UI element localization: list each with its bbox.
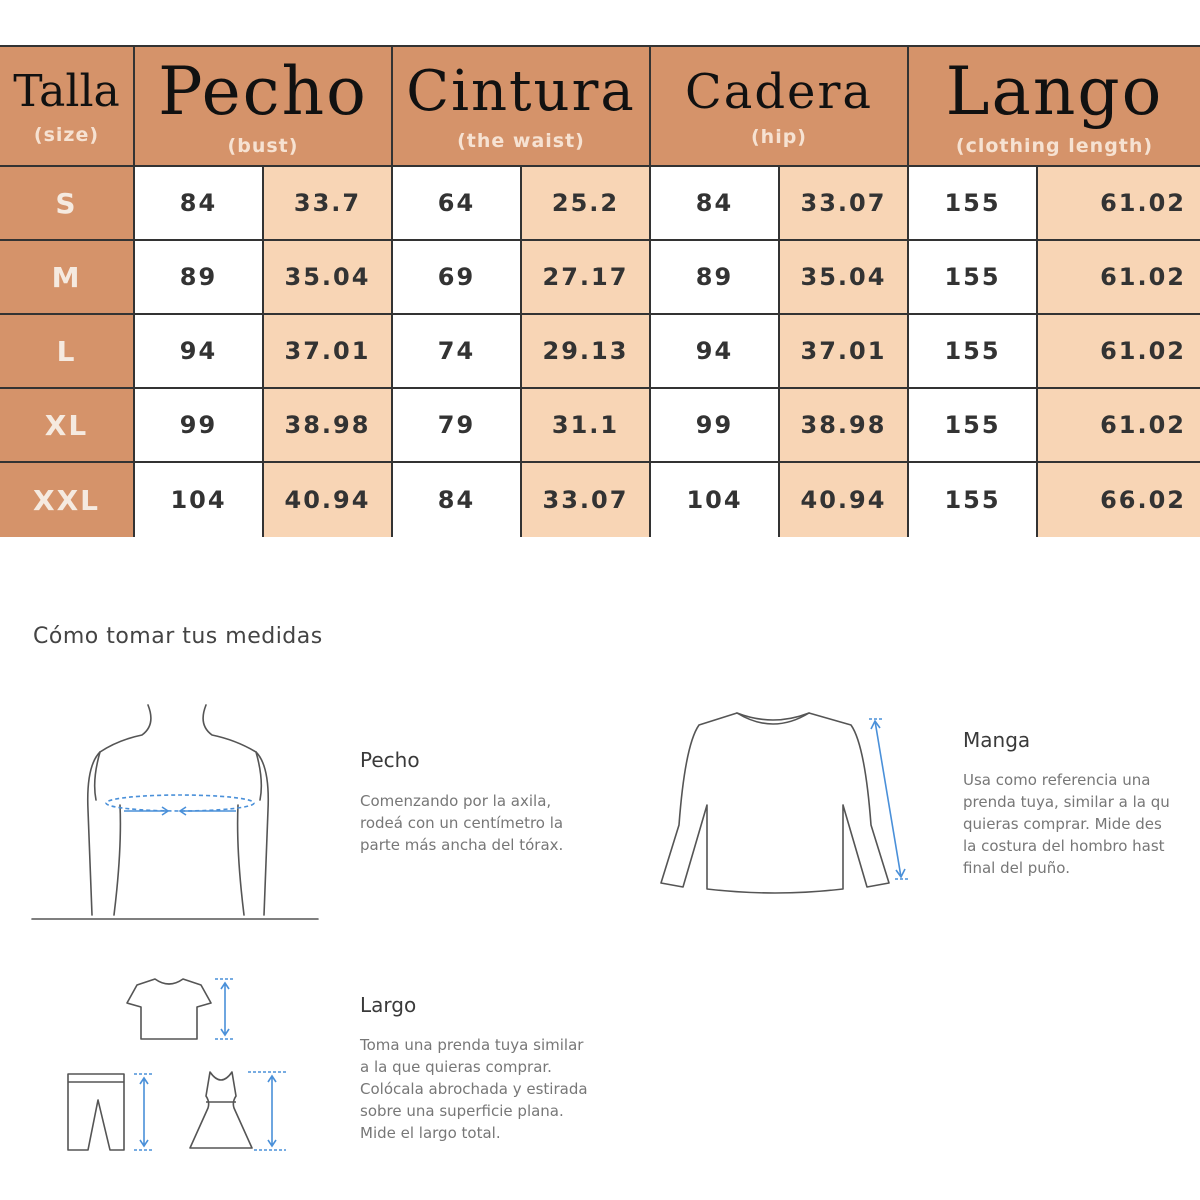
manga-description: Usa como referencia una prenda tuya, similar a la qu quieras comprar. Mide des la costura del hombro hast final del puño. <box>963 771 1170 877</box>
bust-in: 38.98 <box>264 389 393 463</box>
pecho-title: Pecho <box>360 748 420 772</box>
header-size-subtitle: (size) <box>33 124 100 146</box>
hip-cm: 99 <box>651 389 780 463</box>
length-cm: 155 <box>909 315 1038 389</box>
waist-in: 27.17 <box>522 241 651 315</box>
waist-cm: 69 <box>393 241 522 315</box>
bust-in: 35.04 <box>264 241 393 315</box>
length-in: 61.02 <box>1038 241 1200 315</box>
guide-title: Cómo tomar tus medidas <box>33 624 323 649</box>
waist-cm: 74 <box>393 315 522 389</box>
torso-icon <box>30 700 330 930</box>
size-label: S <box>0 167 135 241</box>
header-hip <box>651 47 909 167</box>
hip-in: 33.07 <box>780 167 909 241</box>
length-cm: 155 <box>909 463 1038 537</box>
length-in: 66.02 <box>1038 463 1200 537</box>
header-waist-subtitle: (the waist) <box>457 130 585 152</box>
waist-in: 33.07 <box>522 463 651 537</box>
bust-in: 37.01 <box>264 315 393 389</box>
bust-cm: 99 <box>135 389 264 463</box>
waist-cm: 79 <box>393 389 522 463</box>
header-length <box>909 47 1200 167</box>
header-waist <box>393 47 651 167</box>
hip-cm: 89 <box>651 241 780 315</box>
length-in: 61.02 <box>1038 167 1200 241</box>
hip-in: 38.98 <box>780 389 909 463</box>
header-hip-subtitle: (hip) <box>750 126 807 148</box>
bust-cm: 94 <box>135 315 264 389</box>
size-table <box>0 45 1200 535</box>
hip-cm: 84 <box>651 167 780 241</box>
hip-in: 37.01 <box>780 315 909 389</box>
length-cm: 155 <box>909 389 1038 463</box>
header-bust-title: Pecho <box>158 53 368 130</box>
header-size <box>0 47 135 167</box>
bust-cm: 84 <box>135 167 264 241</box>
waist-in: 25.2 <box>522 167 651 241</box>
length-in: 61.02 <box>1038 315 1200 389</box>
waist-in: 29.13 <box>522 315 651 389</box>
header-length-subtitle: (clothing length) <box>955 135 1154 157</box>
waist-cm: 84 <box>393 463 522 537</box>
bust-in: 40.94 <box>264 463 393 537</box>
hip-in: 40.94 <box>780 463 909 537</box>
size-label: L <box>0 315 135 389</box>
header-hip-title: Cadera <box>684 64 874 120</box>
size-label: XXL <box>0 463 135 537</box>
size-label: XL <box>0 389 135 463</box>
largo-description: Toma una prenda tuya similar a la que quieras comprar. Colócala abrochada y estirada sobre una superficie plana. Mide el largo total. <box>360 1036 588 1142</box>
waist-in: 31.1 <box>522 389 651 463</box>
hip-cm: 94 <box>651 315 780 389</box>
header-bust-subtitle: (bust) <box>227 135 299 157</box>
header-waist-title: Cintura <box>406 59 636 124</box>
header-length-title: Lango <box>945 53 1164 130</box>
largo-title: Largo <box>360 993 417 1017</box>
bust-in: 33.7 <box>264 167 393 241</box>
long-sleeve-shirt-icon <box>655 705 915 900</box>
bust-cm: 104 <box>135 463 264 537</box>
pants-icon <box>62 1070 172 1155</box>
dress-icon <box>188 1066 288 1156</box>
bust-cm: 89 <box>135 241 264 315</box>
length-cm: 155 <box>909 241 1038 315</box>
header-bust <box>135 47 393 167</box>
manga-title: Manga <box>963 728 1031 752</box>
size-label: M <box>0 241 135 315</box>
waist-cm: 64 <box>393 167 522 241</box>
length-in: 61.02 <box>1038 389 1200 463</box>
length-cm: 155 <box>909 167 1038 241</box>
pecho-description: Comenzando por la axila, rodeá con un centímetro la parte más ancha del tórax. <box>360 792 564 854</box>
header-size-title: Talla <box>13 66 120 117</box>
hip-cm: 104 <box>651 463 780 537</box>
hip-in: 35.04 <box>780 241 909 315</box>
t-shirt-icon <box>125 975 245 1045</box>
